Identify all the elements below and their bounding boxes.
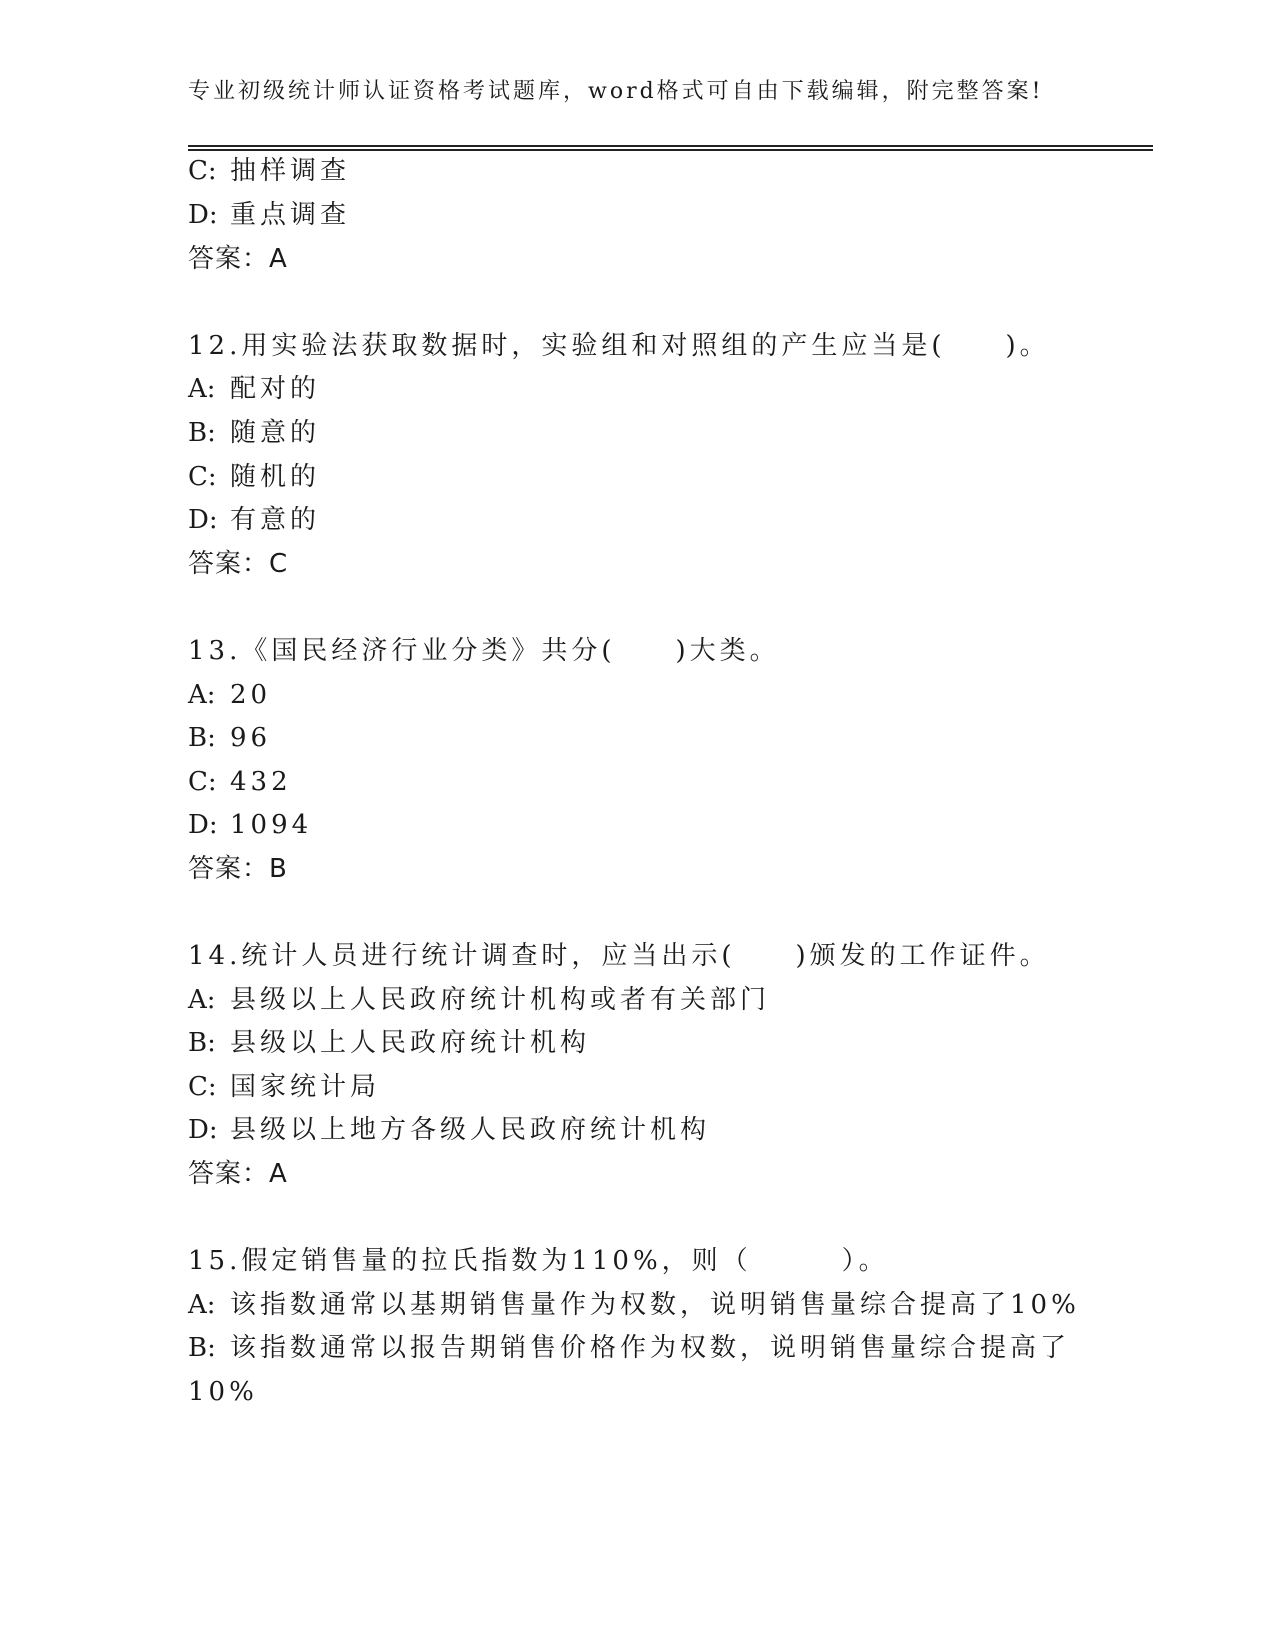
option-label: A: [188,985,216,1015]
option-label: B: [188,1028,216,1058]
option-text: 96 [230,723,272,753]
option-label: A: [188,374,216,404]
option-label: D: [188,505,218,535]
option-label: D: [188,200,218,230]
option-text: 20 [230,680,272,710]
option-b [188,1332,1128,1364]
option-c [188,461,1128,493]
option-text: 该指数通常以基期销售量作为权数，说明销售量综合提高了10% [230,1290,1080,1320]
option-label: C: [188,462,217,492]
answer-line: 答案：A [188,1159,288,1189]
page-header: 专业初级统计师认证资格考试题库，word格式可自由下载编辑，附完整答案! [188,79,1044,104]
option-text: 重点调查 [230,200,351,230]
option-d [188,809,1128,841]
option-text: 抽样调查 [230,156,351,186]
option-text: 县级以上地方各级人民政府统计机构 [230,1115,711,1145]
answer-line: 答案：C [188,549,289,579]
option-label: A: [188,1290,216,1320]
option-label: B: [188,1333,216,1363]
option-label: B: [188,723,216,753]
option-d [188,199,1128,231]
option-a [188,1289,1128,1321]
question-stem: 13.《国民经济行业分类》共分( )大类。 [188,636,780,666]
option-text: 1094 [230,810,313,840]
option-label: C: [188,1072,217,1102]
option-c [188,766,1128,798]
option-text: 配对的 [230,374,321,404]
answer-line: 答案：A [188,244,288,274]
option-text: 随机的 [230,462,321,492]
header-rule-top [188,145,1153,147]
option-text: 随意的 [230,418,321,448]
option-text: 有意的 [230,505,321,535]
option-label: B: [188,418,216,448]
option-label: A: [188,680,216,710]
option-text: 432 [230,767,292,797]
header-rule-bottom [188,149,1153,151]
option-b [188,1027,1128,1059]
answer-line: 答案：B [188,854,288,884]
option-label: D: [188,1115,218,1145]
question-stem: 14.统计人员进行统计调查时，应当出示( )颁发的工作证件。 [188,941,1050,971]
option-text: 县级以上人民政府统计机构 [230,1028,591,1058]
question-stem: 12.用实验法获取数据时，实验组和对照组的产生应当是( )。 [188,331,1050,361]
option-label: D: [188,810,218,840]
option-text: 县级以上人民政府统计机构或者有关部门 [230,985,771,1015]
option-d [188,504,1128,536]
option-text: 该指数通常以报告期销售价格作为权数，说明销售量综合提高了 [230,1333,1071,1363]
option-text: 国家统计局 [230,1072,381,1102]
option-c [188,1071,1128,1103]
option-c [188,155,1128,187]
option-continuation: 10% [188,1377,258,1407]
question-stem: 15.假定销售量的拉氏指数为110%，则（ ）。 [188,1246,889,1276]
option-label: C: [188,156,217,186]
option-a [188,373,1128,405]
option-d [188,1114,1128,1146]
option-b [188,417,1128,449]
option-a [188,679,1128,711]
option-b [188,722,1128,754]
option-label: C: [188,767,217,797]
option-a [188,984,1128,1016]
